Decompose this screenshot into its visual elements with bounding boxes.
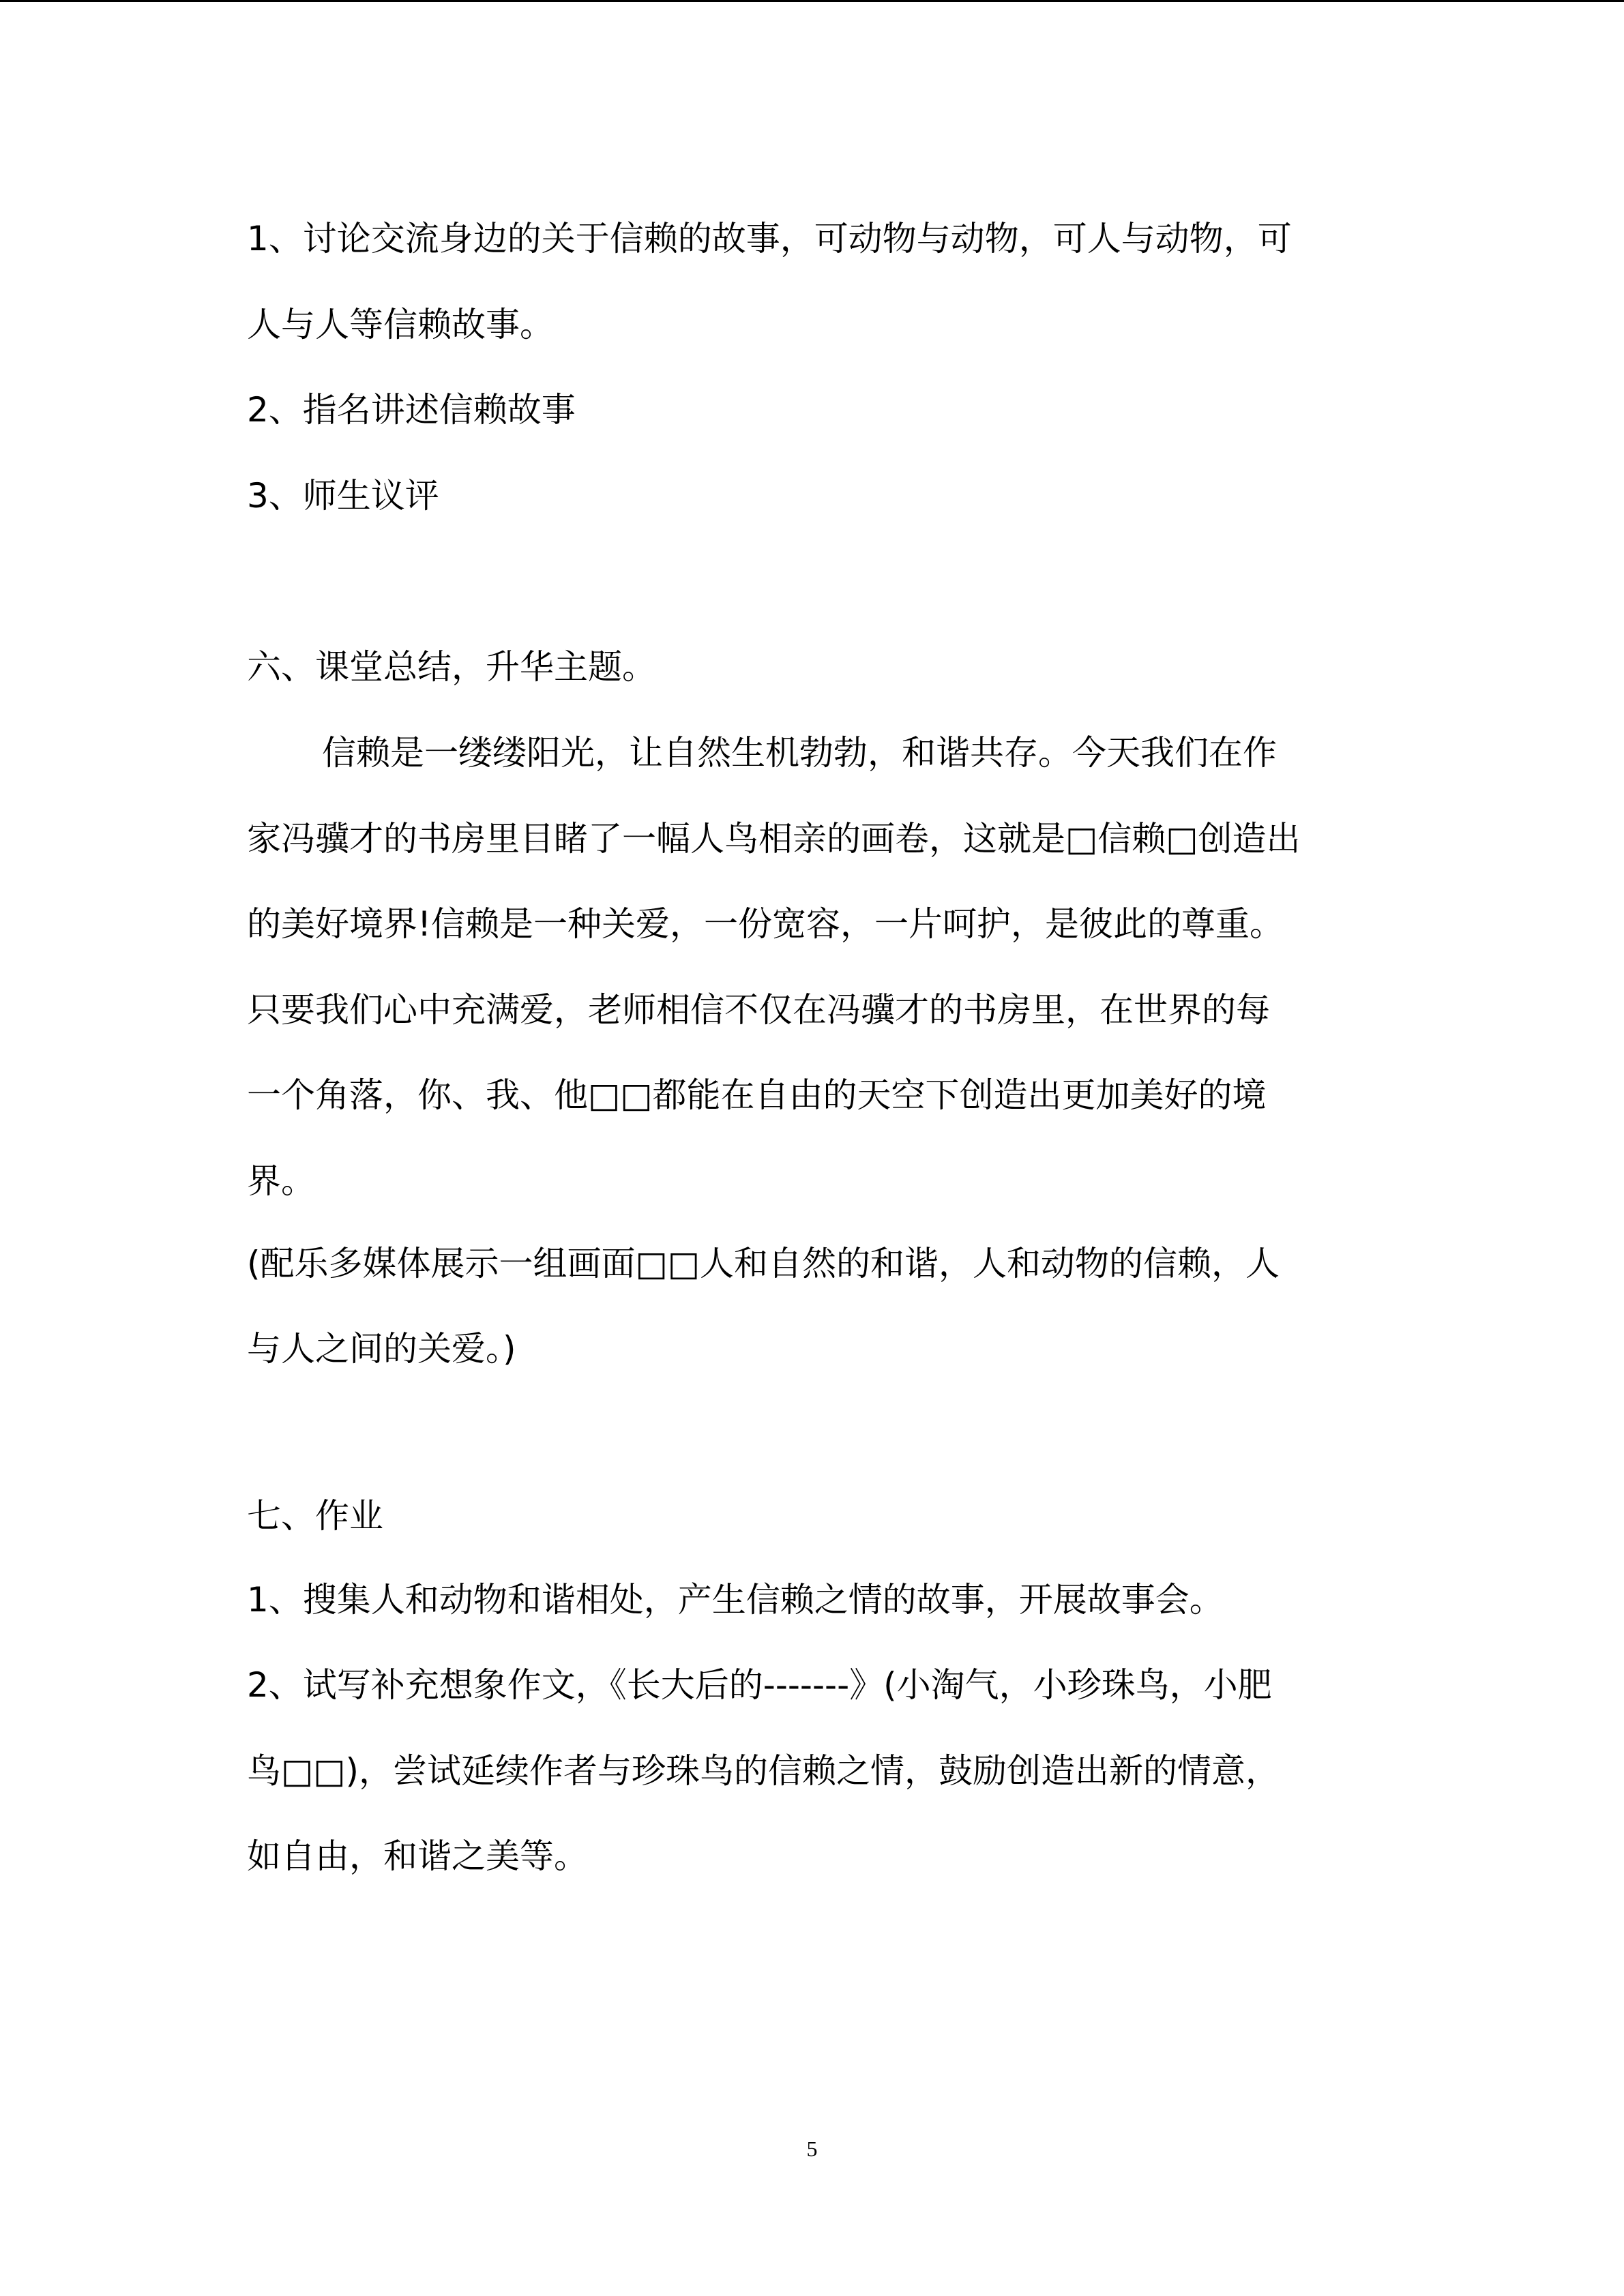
section6-paragraph-line: 家冯骥才的书房里目睹了一幅人鸟相亲的画卷，这就是□信赖□创造出 bbox=[247, 819, 1301, 859]
section5-item2: 2、指名讲述信赖故事 bbox=[247, 390, 576, 430]
page-number: 5 bbox=[806, 2136, 818, 2161]
section6-note-line: (配乐多媒体展示一组画面□□人和自然的和谐，人和动物的信赖，人 bbox=[247, 1244, 1280, 1283]
section5-item3: 3、师生议评 bbox=[247, 476, 439, 516]
homework-item2-line: 鸟□□)，尝试延续作者与珍珠鸟的信赖之情，鼓励创造出新的情意， bbox=[247, 1751, 1280, 1791]
section6-note-line: 与人之间的关爱。) bbox=[247, 1329, 516, 1369]
section6-paragraph-line: 界。 bbox=[247, 1161, 315, 1201]
section5-item1-line1: 1、讨论交流身边的关于信赖的故事，可动物与动物，可人与动物，可 bbox=[247, 219, 1292, 258]
homework-item2-line: 2、试写补充想象作文，《长大后的-------》(小淘气，小珍珠鸟，小肥 bbox=[247, 1665, 1272, 1705]
section6-paragraph-line: 信赖是一缕缕阳光，让自然生机勃勃，和谐共存。今天我们在作 bbox=[322, 733, 1277, 773]
section7-heading: 七、作业 bbox=[247, 1496, 383, 1536]
section6-paragraph-line: 的美好境界!信赖是一种关爱，一份宽容，一片呵护，是彼此的尊重。 bbox=[247, 904, 1284, 944]
section5-item1-line2: 人与人等信赖故事。 bbox=[247, 305, 554, 344]
section6-heading: 六、课堂总结，升华主题。 bbox=[247, 647, 656, 687]
homework-item1: 1、搜集人和动物和谐相处，产生信赖之情的故事，开展故事会。 bbox=[247, 1580, 1224, 1620]
homework-item2-line: 如自由，和谐之美等。 bbox=[247, 1836, 588, 1876]
section6-paragraph-line: 只要我们心中充满爱，老师相信不仅在冯骥才的书房里，在世界的每 bbox=[247, 990, 1270, 1030]
section6-paragraph-line: 一个角落，你、我、他□□都能在自由的天空下创造出更加美好的境 bbox=[247, 1075, 1267, 1115]
